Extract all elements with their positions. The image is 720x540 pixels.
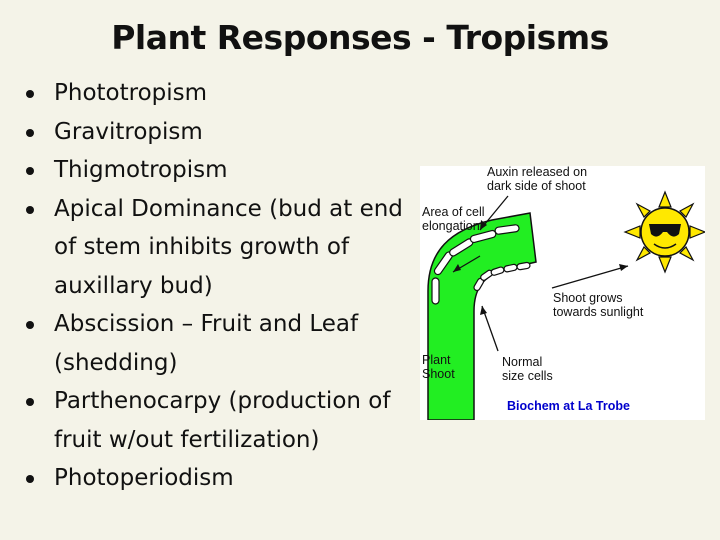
bullet-item [26, 74, 416, 113]
bullet-item [26, 113, 416, 152]
credit-label: Biochem at La Trobe [507, 399, 630, 413]
normal-label-line2: size cells [502, 369, 553, 383]
area-label-line2: elongation [422, 219, 480, 233]
phototropism-diagram-svg [420, 166, 705, 420]
bullet-text: Photoperiodism [54, 465, 234, 491]
bullet-dot-icon [26, 167, 34, 175]
bullet-item [26, 459, 416, 498]
grows-label-line2: towards sunlight [553, 305, 644, 319]
bullet-list [26, 74, 416, 498]
bullet-text: Phototropism [54, 80, 208, 106]
bullet-dot-icon [26, 321, 34, 329]
bullet-item [26, 190, 416, 306]
bullet-text: Apical Dominance (bud at end of stem inhibits growth of auxillary bud) [54, 195, 403, 299]
bullet-text: Gravitropism [54, 118, 203, 145]
bullet-text: Thigmotropism [54, 157, 228, 183]
plant-label-line2: Shoot [422, 367, 455, 381]
bullet-dot-icon [26, 206, 34, 214]
bullet-dot-icon [26, 90, 34, 98]
bullet-item [26, 305, 416, 382]
phototropism-diagram [420, 166, 705, 420]
auxin-label-line2: dark side of shoot [487, 179, 586, 193]
plant-label-line1: Plant [422, 353, 451, 367]
plant-shoot-shape [428, 213, 536, 420]
auxin-label-line1: Auxin released on [487, 166, 588, 179]
bullet-item [26, 382, 416, 459]
slide-title: Plant Responses - Tropisms [111, 18, 609, 57]
bullet-dot-icon [26, 129, 34, 137]
bullet-text: Abscission – Fruit and Leaf (shedding) [54, 311, 359, 376]
grows-label-line1: Shoot grows [553, 291, 623, 305]
area-label-line1: Area of cell [422, 205, 485, 219]
bullet-dot-icon [26, 398, 34, 406]
bullet-item [26, 151, 416, 190]
bullet-dot-icon [26, 475, 34, 483]
normal-label-line1: Normal [502, 355, 543, 369]
bullet-text: Parthenocarpy (production of fruit w/out fertilization) [54, 388, 391, 453]
sun-icon [625, 192, 705, 272]
